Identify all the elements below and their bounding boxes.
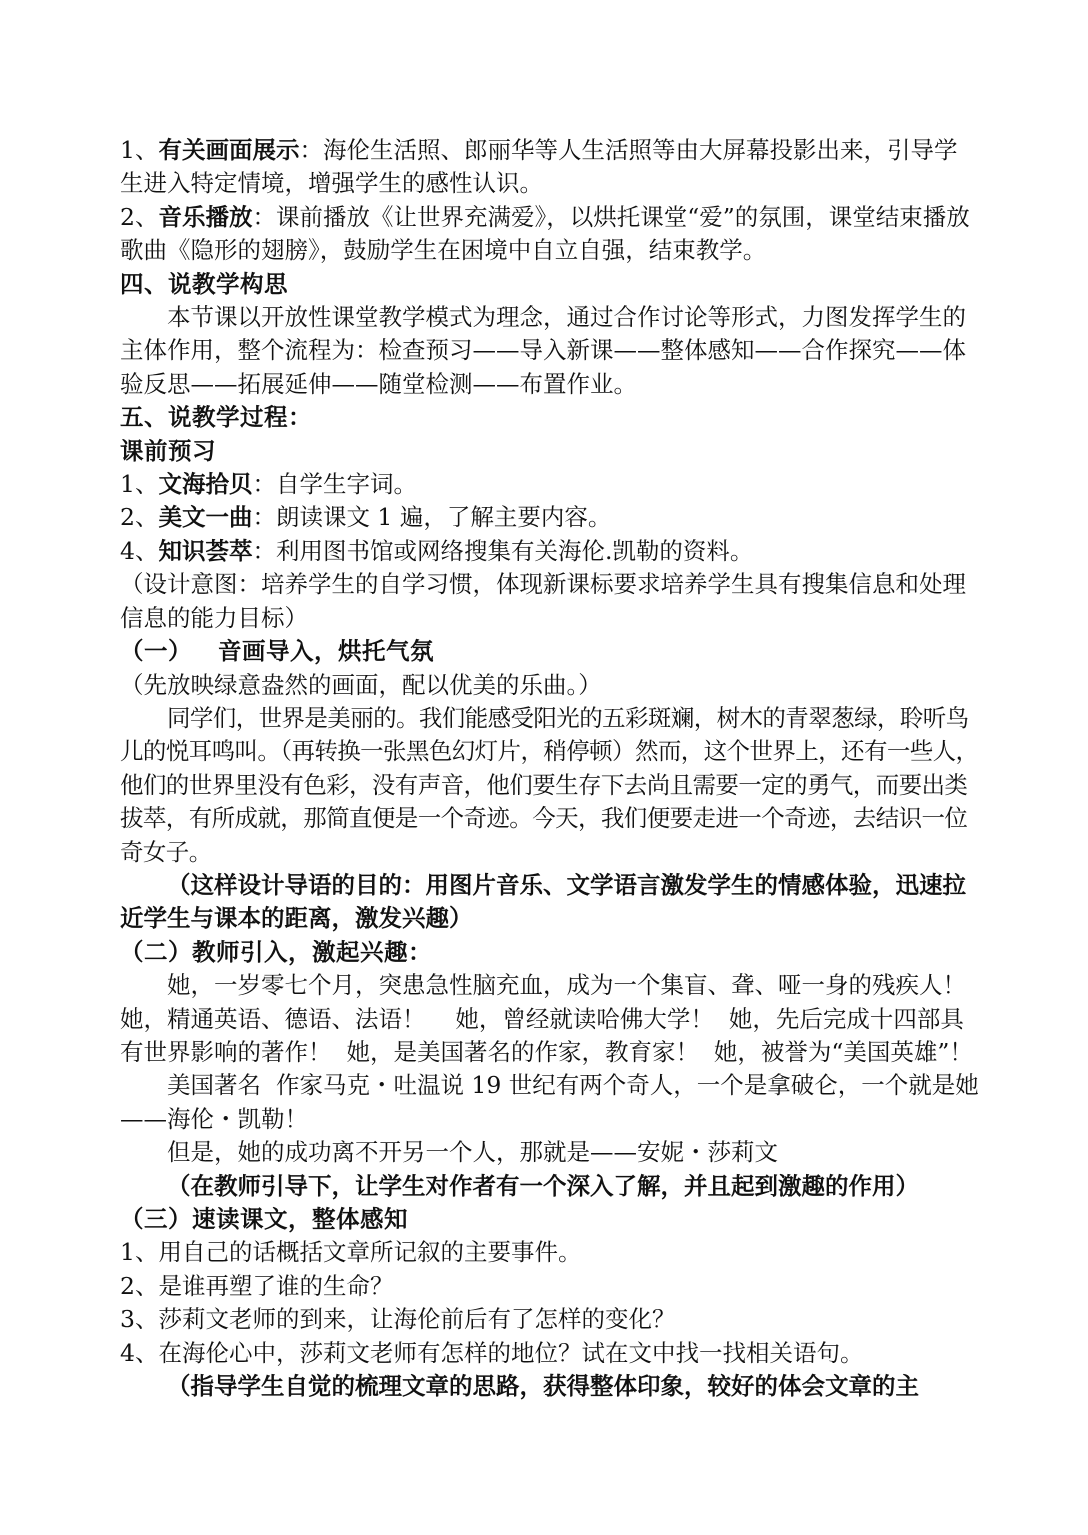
step-1-heading: （一） 音画导入，烘托气氛	[120, 637, 435, 666]
preview-item-1	[120, 468, 980, 501]
item-title: 文海拾贝	[158, 470, 253, 499]
item-number: 2、	[120, 202, 159, 231]
step-2-note: （在教师引导下，让学生对作者有一个深入了解，并且起到激趣的作用）	[167, 1171, 919, 1200]
preview-item-4	[120, 535, 980, 568]
step-2-heading: （二）教师引入，激起兴趣：	[120, 937, 432, 966]
item-text: ：自学生字词。	[252, 470, 417, 499]
preview-heading: 课前预习	[120, 436, 216, 465]
item-text: ：利用图书馆或网络搜集有关海伦.凯勒的资料。	[252, 536, 754, 565]
item-text: ：海伦生活照、郎丽华等人生活照等由大屏幕投影出来，引导学生进入特定情境，增强学生的感性认识。	[120, 136, 958, 198]
item-text: ：课前播放《让世界充满爱》，以烘托课堂“爱”的氛围，课堂结束播放歌曲《隐形的翅膀》，鼓励学生在困境中自立自强，结束教学。	[120, 202, 970, 265]
document-page	[120, 134, 980, 1403]
question-1: 1、用自己的话概括文章所记叙的主要事件。	[120, 1238, 582, 1267]
question-4: 4、在海伦心中，莎莉文老师有怎样的地位？试在文中找一找相关语句。	[120, 1338, 864, 1367]
item-title: 知识荟萃	[158, 536, 253, 565]
step-1-note: （这样设计导语的目的：用图片音乐、文学语言激发学生的情感体验，迅速拉近学生与课本的距离，激发兴趣）	[120, 870, 966, 933]
section-heading-4: 四、说教学构思	[120, 269, 288, 298]
step-2-body-2: 美国著名 作家马克・吐温说 19 世纪有两个奇人，一个是拿破仑，一个就是她——海伦・凯勒！	[120, 1071, 979, 1133]
item-number: 1、	[120, 470, 159, 499]
step-3-heading: （三）速读课文，整体感知	[120, 1205, 408, 1233]
question-3: 3、莎莉文老师的到来，让海伦前后有了怎样的变化？	[120, 1305, 676, 1334]
design-intent-note: （设计意图：培养学生的自学习惯，体现新课标要求培养学生具有搜集信息和处理信息的能力目标）	[120, 570, 966, 632]
item-number: 4、	[120, 536, 159, 565]
step-1-body: 同学们，世界是美丽的。我们能感受阳光的五彩斑斓，树木的青翠葱绿，聆听鸟儿的悦耳鸣叫。（再转换一张黑色幻灯片，稍停顿）然而，这个世界上，还有一些人，他们的世界里没有色彩，没有声音，他们要生存下去尚且需要一定的勇气，而要出类拔萃，有所成就，那简直便是一个奇迹。今天，我们便要走进一个奇迹，去结识一位奇女子。	[120, 703, 979, 866]
item-number: 2、	[120, 503, 159, 532]
step-1-intro: （先放映绿意盎然的画面，配以优美的乐曲。）	[120, 670, 602, 699]
item-title: 美文一曲	[158, 503, 253, 532]
question-2: 2、是谁再塑了谁的生命？	[120, 1271, 394, 1300]
teaching-concept-paragraph: 本节课以开放性课堂教学模式为理念，通过合作讨论等形式，力图发挥学生的主体作用，整个流程为：检查预习——导入新课——整体感知——合作探究——体验反思——拓展延伸——随堂检测——布置作业。	[120, 303, 966, 398]
step-2-body-3: 但是，她的成功离不开另一个人，那就是——安妮・莎莉文	[167, 1138, 778, 1167]
section-heading-5: 五、说教学过程：	[120, 403, 312, 432]
item-picture-display	[120, 134, 980, 201]
step-3-note: （指导学生自觉的梳理文章的思路，获得整体印象，较好的体会文章的主	[167, 1372, 919, 1401]
item-title: 有关画面展示	[158, 136, 300, 164]
item-title: 音乐播放	[158, 202, 253, 231]
item-music-play	[120, 201, 980, 268]
item-number: 1、	[120, 136, 159, 164]
item-text: ：朗读课文 1 遍，了解主要内容。	[252, 503, 612, 532]
step-2-body-1: 她，一岁零七个月，突患急性脑充血，成为一个集盲、聋、哑一身的残疾人！ 她，精通英语、德语、法语！ 她，曾经就读哈佛大学！ 她，先后完成十四部具有世界影响的著作！ 她，是美国著名的作家，教育家！ 她，被誉为“美国英雄”！	[120, 971, 981, 1066]
preview-item-2	[120, 501, 980, 534]
